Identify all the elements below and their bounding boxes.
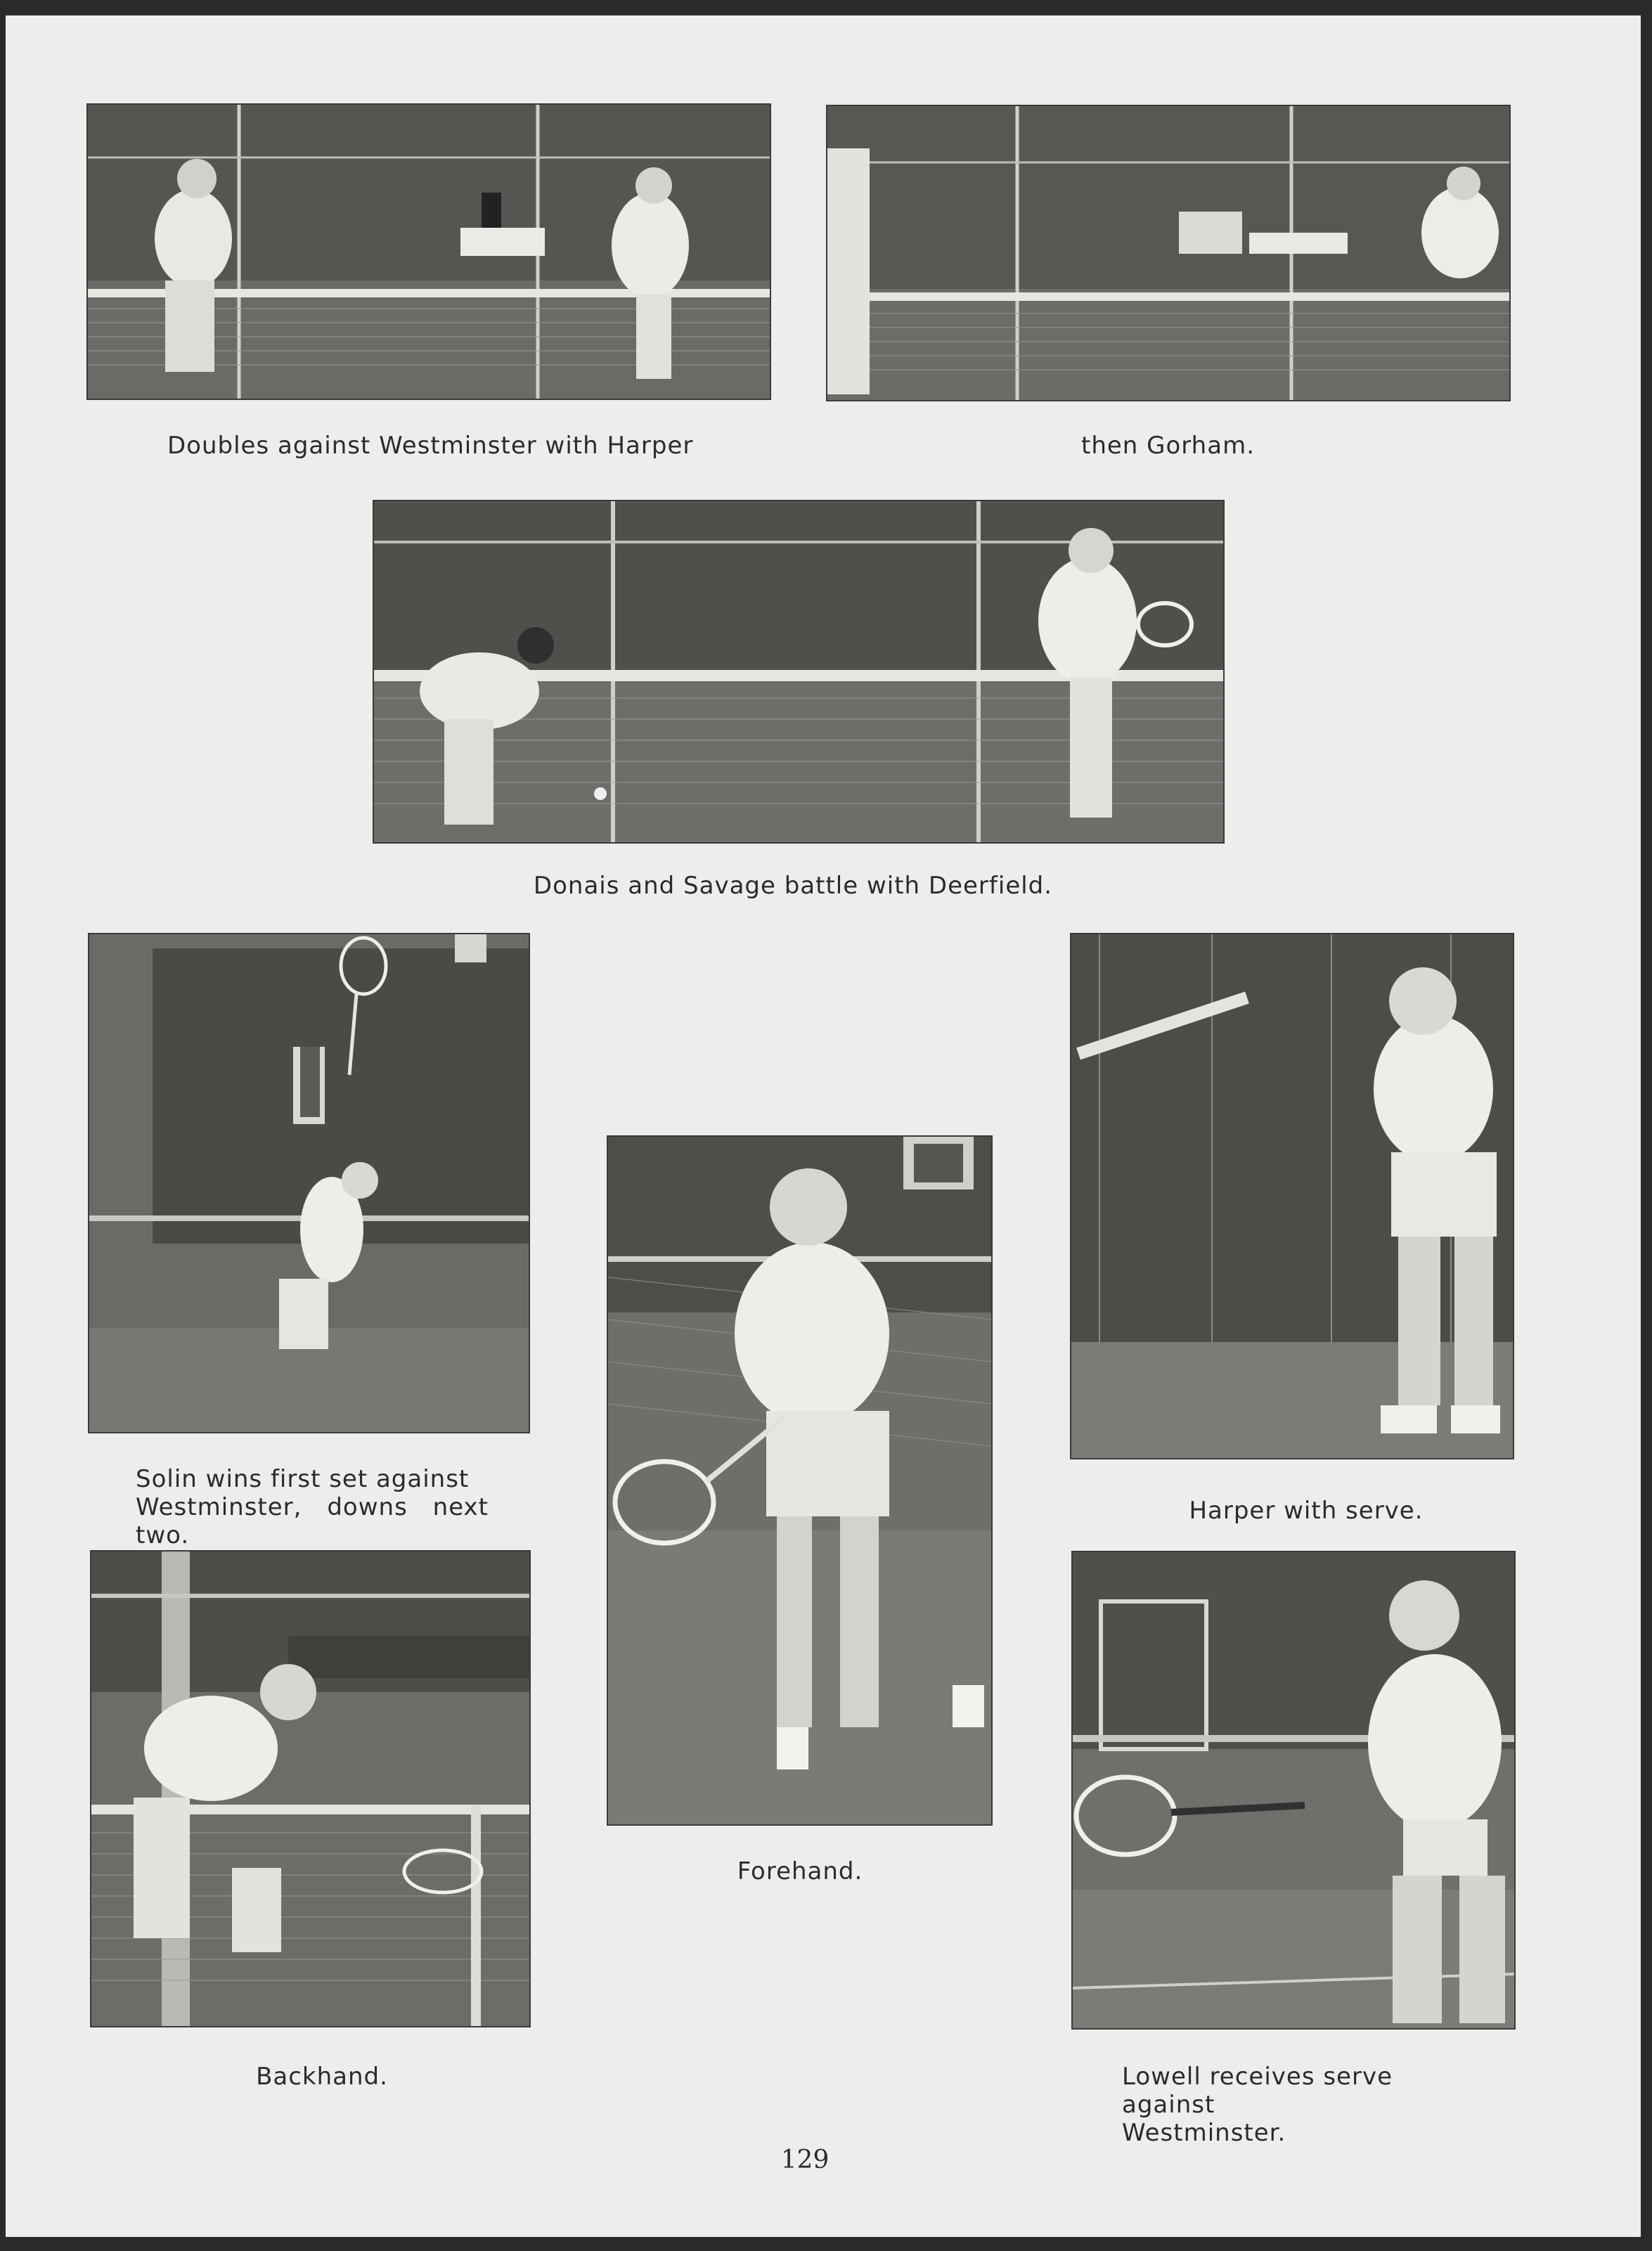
photo-harper-serve — [1070, 933, 1514, 1459]
tennis-photo-icon — [88, 105, 770, 399]
tennis-photo-icon — [1073, 1552, 1514, 2028]
caption-deerfield: Donais and Savage battle with Deerfield. — [533, 872, 1053, 900]
photo-then-gorham — [826, 105, 1511, 401]
photo-backhand — [90, 1550, 531, 2027]
caption-harper-serve: Harper with serve. — [1189, 1497, 1424, 1525]
tennis-photo-icon — [91, 1552, 529, 2026]
tennis-photo-icon — [374, 501, 1223, 842]
photo-lowell — [1071, 1551, 1516, 2030]
caption-lowell: Lowell receives serve against Westminster. — [1122, 2063, 1393, 2147]
caption-forehand: Forehand. — [737, 1857, 863, 1885]
yearbook-page — [6, 15, 1641, 2237]
tennis-photo-icon — [89, 934, 529, 1432]
photo-doubles-harper — [86, 103, 771, 400]
caption-backhand: Backhand. — [256, 2063, 388, 2091]
photo-solin — [88, 933, 530, 1433]
tennis-photo-icon — [1071, 934, 1513, 1458]
tennis-photo-icon — [608, 1137, 991, 1824]
caption-solin: Solin wins first set against Westminster, downs next two. — [136, 1465, 489, 1549]
page-number: 129 — [780, 2146, 830, 2174]
scan-edge — [0, 2237, 1652, 2251]
photo-deerfield — [373, 500, 1225, 844]
tennis-photo-icon — [827, 106, 1509, 400]
photo-forehand — [607, 1135, 993, 1826]
caption-doubles-harper: Doubles against Westminster with Harper — [167, 432, 694, 460]
caption-then-gorham: then Gorham. — [1081, 432, 1255, 460]
